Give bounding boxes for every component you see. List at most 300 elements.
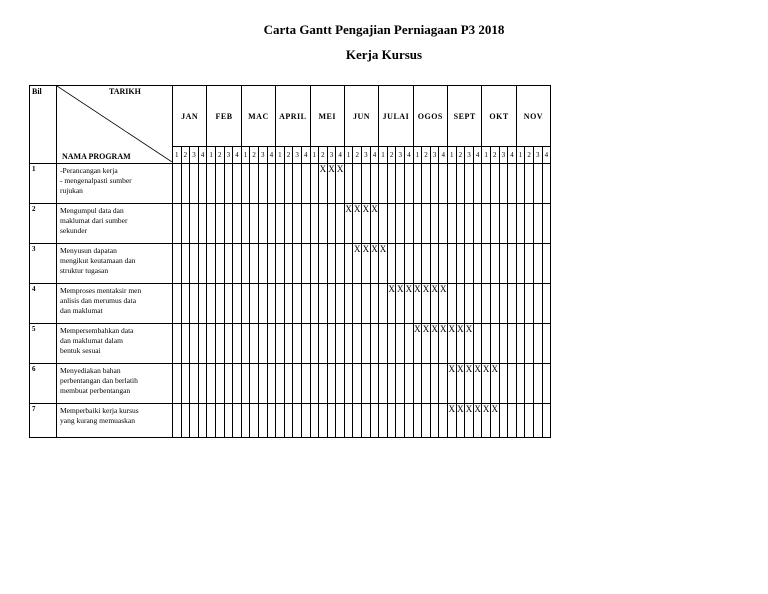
schedule-cell <box>327 244 336 284</box>
schedule-cell <box>396 164 405 204</box>
schedule-cell <box>482 164 491 204</box>
schedule-cell <box>276 404 285 438</box>
schedule-cell <box>207 164 216 204</box>
schedule-cell <box>224 244 233 284</box>
schedule-cell <box>319 244 328 284</box>
schedule-cell <box>250 244 259 284</box>
schedule-cell <box>267 404 276 438</box>
schedule-cell <box>310 204 319 244</box>
schedule-cell <box>207 404 216 438</box>
schedule-cell <box>284 364 293 404</box>
schedule-cell <box>336 324 345 364</box>
schedule-cell <box>379 324 388 364</box>
schedule-cell <box>490 324 499 364</box>
row-number: 3 <box>30 244 57 284</box>
schedule-cell <box>344 284 353 324</box>
schedule-cell <box>344 244 353 284</box>
week-number: 1 <box>173 147 182 164</box>
schedule-cell <box>293 364 302 404</box>
schedule-cell <box>319 404 328 438</box>
schedule-cell <box>207 204 216 244</box>
schedule-cell <box>456 284 465 324</box>
schedule-cell <box>525 164 534 204</box>
schedule-cell <box>310 324 319 364</box>
schedule-cell <box>379 164 388 204</box>
schedule-cell <box>327 284 336 324</box>
schedule-cell <box>533 284 542 324</box>
schedule-cell <box>344 324 353 364</box>
week-number: 3 <box>190 147 199 164</box>
schedule-cell <box>181 404 190 438</box>
schedule-mark: X <box>353 244 362 284</box>
schedule-cell <box>525 204 534 244</box>
schedule-cell <box>508 364 517 404</box>
week-number: 3 <box>465 147 474 164</box>
schedule-cell <box>233 204 242 244</box>
schedule-mark: X <box>362 204 371 244</box>
gantt-body <box>30 164 551 438</box>
schedule-cell <box>181 204 190 244</box>
schedule-cell <box>353 164 362 204</box>
schedule-cell <box>241 324 250 364</box>
schedule-cell <box>327 324 336 364</box>
schedule-cell <box>267 324 276 364</box>
month-header: SEPT <box>448 86 482 147</box>
schedule-cell <box>542 284 551 324</box>
schedule-cell <box>250 364 259 404</box>
schedule-cell <box>448 164 457 204</box>
week-number: 4 <box>405 147 414 164</box>
schedule-cell <box>499 284 508 324</box>
schedule-cell <box>293 244 302 284</box>
schedule-cell <box>310 244 319 284</box>
schedule-cell <box>250 324 259 364</box>
week-number: 2 <box>353 147 362 164</box>
schedule-mark: X <box>456 364 465 404</box>
schedule-cell <box>396 404 405 438</box>
schedule-cell <box>508 404 517 438</box>
schedule-cell <box>233 404 242 438</box>
schedule-cell <box>439 204 448 244</box>
week-number: 4 <box>267 147 276 164</box>
schedule-cell <box>482 324 491 364</box>
schedule-cell <box>267 364 276 404</box>
week-number: 3 <box>327 147 336 164</box>
schedule-cell <box>301 204 310 244</box>
schedule-cell <box>276 164 285 204</box>
schedule-cell <box>319 284 328 324</box>
schedule-cell <box>456 244 465 284</box>
schedule-cell <box>533 364 542 404</box>
schedule-cell <box>267 204 276 244</box>
schedule-cell <box>533 244 542 284</box>
schedule-cell <box>405 364 414 404</box>
schedule-cell <box>439 404 448 438</box>
schedule-cell <box>387 204 396 244</box>
schedule-cell <box>456 204 465 244</box>
schedule-cell <box>490 244 499 284</box>
schedule-cell <box>233 364 242 404</box>
schedule-cell <box>370 284 379 324</box>
schedule-mark: X <box>387 284 396 324</box>
week-number: 4 <box>439 147 448 164</box>
program-row <box>30 324 551 364</box>
schedule-cell <box>293 204 302 244</box>
schedule-cell <box>241 404 250 438</box>
schedule-cell <box>473 204 482 244</box>
schedule-cell <box>379 404 388 438</box>
schedule-cell <box>448 244 457 284</box>
schedule-cell <box>525 244 534 284</box>
month-header: OGOS <box>413 86 447 147</box>
week-number: 1 <box>413 147 422 164</box>
schedule-cell <box>336 364 345 404</box>
schedule-mark: X <box>439 284 448 324</box>
schedule-cell <box>301 244 310 284</box>
schedule-cell <box>207 364 216 404</box>
week-number: 4 <box>370 147 379 164</box>
week-number: 3 <box>430 147 439 164</box>
schedule-cell <box>387 164 396 204</box>
schedule-cell <box>396 364 405 404</box>
program-description <box>57 324 173 364</box>
week-number: 4 <box>336 147 345 164</box>
schedule-cell <box>224 164 233 204</box>
week-number: 4 <box>233 147 242 164</box>
program-line: Menyediakan bahan <box>60 366 121 375</box>
schedule-cell <box>439 164 448 204</box>
schedule-mark: X <box>430 284 439 324</box>
program-line: bentuk sesuai <box>60 346 101 355</box>
schedule-cell <box>301 164 310 204</box>
schedule-cell <box>465 164 474 204</box>
schedule-mark: X <box>456 404 465 438</box>
schedule-cell <box>396 324 405 364</box>
schedule-cell <box>293 404 302 438</box>
program-line: dan maklumat <box>60 306 103 315</box>
schedule-cell <box>310 284 319 324</box>
schedule-mark: X <box>490 404 499 438</box>
schedule-cell <box>533 404 542 438</box>
program-line: - mengenalpasti sumber <box>60 176 132 185</box>
program-line: yang kurang memuaskan <box>60 416 135 425</box>
schedule-cell <box>379 204 388 244</box>
schedule-cell <box>516 404 525 438</box>
row-number: 7 <box>30 404 57 438</box>
schedule-cell <box>344 364 353 404</box>
schedule-cell <box>422 164 431 204</box>
month-header: MEI <box>310 86 344 147</box>
schedule-cell <box>327 204 336 244</box>
schedule-cell <box>405 244 414 284</box>
schedule-cell <box>525 404 534 438</box>
schedule-cell <box>173 324 182 364</box>
schedule-cell <box>319 324 328 364</box>
schedule-cell <box>224 324 233 364</box>
schedule-cell <box>370 364 379 404</box>
schedule-cell <box>413 164 422 204</box>
schedule-cell <box>542 164 551 204</box>
schedule-mark: X <box>396 284 405 324</box>
schedule-cell <box>465 204 474 244</box>
schedule-cell <box>448 284 457 324</box>
schedule-mark: X <box>327 164 336 204</box>
week-number: 3 <box>499 147 508 164</box>
schedule-cell <box>224 284 233 324</box>
schedule-cell <box>233 164 242 204</box>
row-number: 4 <box>30 284 57 324</box>
program-line: -Perancangan kerja <box>60 166 118 175</box>
bil-header: Bil <box>30 86 57 164</box>
schedule-cell <box>181 164 190 204</box>
schedule-cell <box>190 324 199 364</box>
schedule-cell <box>258 284 267 324</box>
schedule-cell <box>336 244 345 284</box>
schedule-cell <box>516 364 525 404</box>
program-row <box>30 204 551 244</box>
program-line: struktur tugasan <box>60 266 109 275</box>
schedule-cell <box>336 284 345 324</box>
schedule-cell <box>405 404 414 438</box>
schedule-cell <box>490 204 499 244</box>
schedule-cell <box>276 284 285 324</box>
schedule-cell <box>258 204 267 244</box>
week-number: 1 <box>482 147 491 164</box>
schedule-mark: X <box>456 324 465 364</box>
schedule-cell <box>542 404 551 438</box>
schedule-cell <box>542 204 551 244</box>
schedule-cell <box>224 204 233 244</box>
schedule-cell <box>250 284 259 324</box>
schedule-cell <box>207 284 216 324</box>
schedule-cell <box>267 164 276 204</box>
schedule-mark: X <box>482 404 491 438</box>
schedule-cell <box>327 404 336 438</box>
schedule-cell <box>241 164 250 204</box>
tarikh-label: TARIKH <box>109 87 141 96</box>
schedule-mark: X <box>370 244 379 284</box>
row-number: 1 <box>30 164 57 204</box>
week-number: 3 <box>396 147 405 164</box>
schedule-cell <box>198 324 207 364</box>
schedule-cell <box>396 204 405 244</box>
schedule-cell <box>233 284 242 324</box>
program-line: Mempersembahkan data <box>60 326 134 335</box>
week-number: 1 <box>276 147 285 164</box>
schedule-cell <box>276 324 285 364</box>
schedule-cell <box>422 204 431 244</box>
week-number: 1 <box>207 147 216 164</box>
schedule-cell <box>353 404 362 438</box>
schedule-cell <box>396 244 405 284</box>
week-number: 1 <box>241 147 250 164</box>
schedule-cell <box>533 324 542 364</box>
schedule-cell <box>190 364 199 404</box>
nama-program-label: NAMA PROGRAM <box>62 152 131 161</box>
schedule-cell <box>258 364 267 404</box>
schedule-cell <box>181 324 190 364</box>
schedule-cell <box>465 244 474 284</box>
schedule-cell <box>224 364 233 404</box>
schedule-cell <box>405 324 414 364</box>
month-header: APRIL <box>276 86 310 147</box>
week-number: 4 <box>198 147 207 164</box>
schedule-cell <box>533 204 542 244</box>
row-number: 6 <box>30 364 57 404</box>
schedule-cell <box>310 364 319 404</box>
schedule-cell <box>190 404 199 438</box>
week-number: 1 <box>344 147 353 164</box>
schedule-cell <box>215 364 224 404</box>
schedule-cell <box>241 364 250 404</box>
schedule-cell <box>284 164 293 204</box>
schedule-cell <box>233 244 242 284</box>
program-description <box>57 244 173 284</box>
schedule-cell <box>542 244 551 284</box>
program-line: mengikut keutamaan dan <box>60 256 136 265</box>
schedule-cell <box>233 324 242 364</box>
schedule-cell <box>173 164 182 204</box>
schedule-cell <box>336 404 345 438</box>
chart-subtitle: Kerja Kursus <box>345 47 423 62</box>
schedule-cell <box>422 244 431 284</box>
schedule-cell <box>362 404 371 438</box>
week-number: 1 <box>379 147 388 164</box>
schedule-cell <box>215 164 224 204</box>
month-header: MAC <box>241 86 275 147</box>
schedule-cell <box>173 364 182 404</box>
program-line: Memproses mentaksir men <box>60 286 142 295</box>
schedule-cell <box>224 404 233 438</box>
program-row <box>30 244 551 284</box>
schedule-cell <box>250 164 259 204</box>
week-number: 4 <box>542 147 551 164</box>
week-number: 4 <box>508 147 517 164</box>
schedule-cell <box>525 324 534 364</box>
schedule-cell <box>173 204 182 244</box>
program-description <box>57 164 173 204</box>
schedule-cell <box>258 164 267 204</box>
schedule-cell <box>499 324 508 364</box>
schedule-cell <box>379 284 388 324</box>
schedule-mark: X <box>422 284 431 324</box>
schedule-cell <box>499 204 508 244</box>
week-number: 1 <box>310 147 319 164</box>
schedule-cell <box>362 324 371 364</box>
week-number: 4 <box>301 147 310 164</box>
schedule-cell <box>362 164 371 204</box>
schedule-mark: X <box>362 244 371 284</box>
program-line: Memperbaiki kerja kursus <box>60 406 139 415</box>
schedule-cell <box>499 364 508 404</box>
schedule-cell <box>499 244 508 284</box>
schedule-cell <box>207 244 216 284</box>
schedule-cell <box>362 364 371 404</box>
schedule-mark: X <box>473 404 482 438</box>
schedule-cell <box>413 404 422 438</box>
week-number: 2 <box>181 147 190 164</box>
schedule-cell <box>241 204 250 244</box>
schedule-cell <box>405 204 414 244</box>
schedule-cell <box>482 284 491 324</box>
schedule-cell <box>473 324 482 364</box>
schedule-cell <box>258 324 267 364</box>
month-header-row <box>30 86 551 147</box>
schedule-mark: X <box>344 204 353 244</box>
schedule-cell <box>215 244 224 284</box>
schedule-cell <box>327 364 336 404</box>
week-number: 2 <box>456 147 465 164</box>
schedule-cell <box>387 324 396 364</box>
week-number: 1 <box>448 147 457 164</box>
schedule-cell <box>276 204 285 244</box>
schedule-mark: X <box>405 284 414 324</box>
schedule-cell <box>370 324 379 364</box>
schedule-cell <box>430 404 439 438</box>
schedule-cell <box>258 244 267 284</box>
schedule-cell <box>190 164 199 204</box>
schedule-cell <box>508 164 517 204</box>
program-line: dan maklumat dalam <box>60 336 123 345</box>
schedule-cell <box>387 364 396 404</box>
week-number: 1 <box>516 147 525 164</box>
schedule-cell <box>215 404 224 438</box>
schedule-cell <box>181 284 190 324</box>
schedule-cell <box>353 284 362 324</box>
chart-title: Carta Gantt Pengajian Perniagaan P3 2018 <box>263 22 505 37</box>
schedule-cell <box>310 404 319 438</box>
program-description <box>57 284 173 324</box>
gantt-table <box>29 85 551 438</box>
schedule-cell <box>215 324 224 364</box>
schedule-cell <box>198 244 207 284</box>
schedule-cell <box>516 324 525 364</box>
week-number: 2 <box>250 147 259 164</box>
program-line: maklumat dari sumber <box>60 216 128 225</box>
schedule-mark: X <box>413 284 422 324</box>
row-number: 5 <box>30 324 57 364</box>
week-number: 2 <box>525 147 534 164</box>
schedule-cell <box>215 284 224 324</box>
schedule-cell <box>267 284 276 324</box>
schedule-cell <box>413 244 422 284</box>
schedule-cell <box>473 164 482 204</box>
diagonal-line <box>57 86 172 162</box>
schedule-cell <box>430 364 439 404</box>
schedule-mark: X <box>473 364 482 404</box>
schedule-cell <box>284 204 293 244</box>
month-header: JUN <box>344 86 378 147</box>
schedule-mark: X <box>465 364 474 404</box>
week-number: 3 <box>362 147 371 164</box>
schedule-cell <box>301 284 310 324</box>
diagonal-header <box>57 86 173 164</box>
schedule-cell <box>258 404 267 438</box>
schedule-cell <box>533 164 542 204</box>
schedule-cell <box>301 364 310 404</box>
schedule-cell <box>499 164 508 204</box>
schedule-cell <box>473 244 482 284</box>
program-line: rujukan <box>60 186 83 195</box>
schedule-cell <box>276 244 285 284</box>
schedule-cell <box>215 204 224 244</box>
month-header: JAN <box>173 86 207 147</box>
week-number: 3 <box>293 147 302 164</box>
schedule-cell <box>456 164 465 204</box>
schedule-mark: X <box>448 324 457 364</box>
program-line: membuat perbentangan <box>60 386 131 395</box>
program-line: anlisis dan merumus data <box>60 296 137 305</box>
